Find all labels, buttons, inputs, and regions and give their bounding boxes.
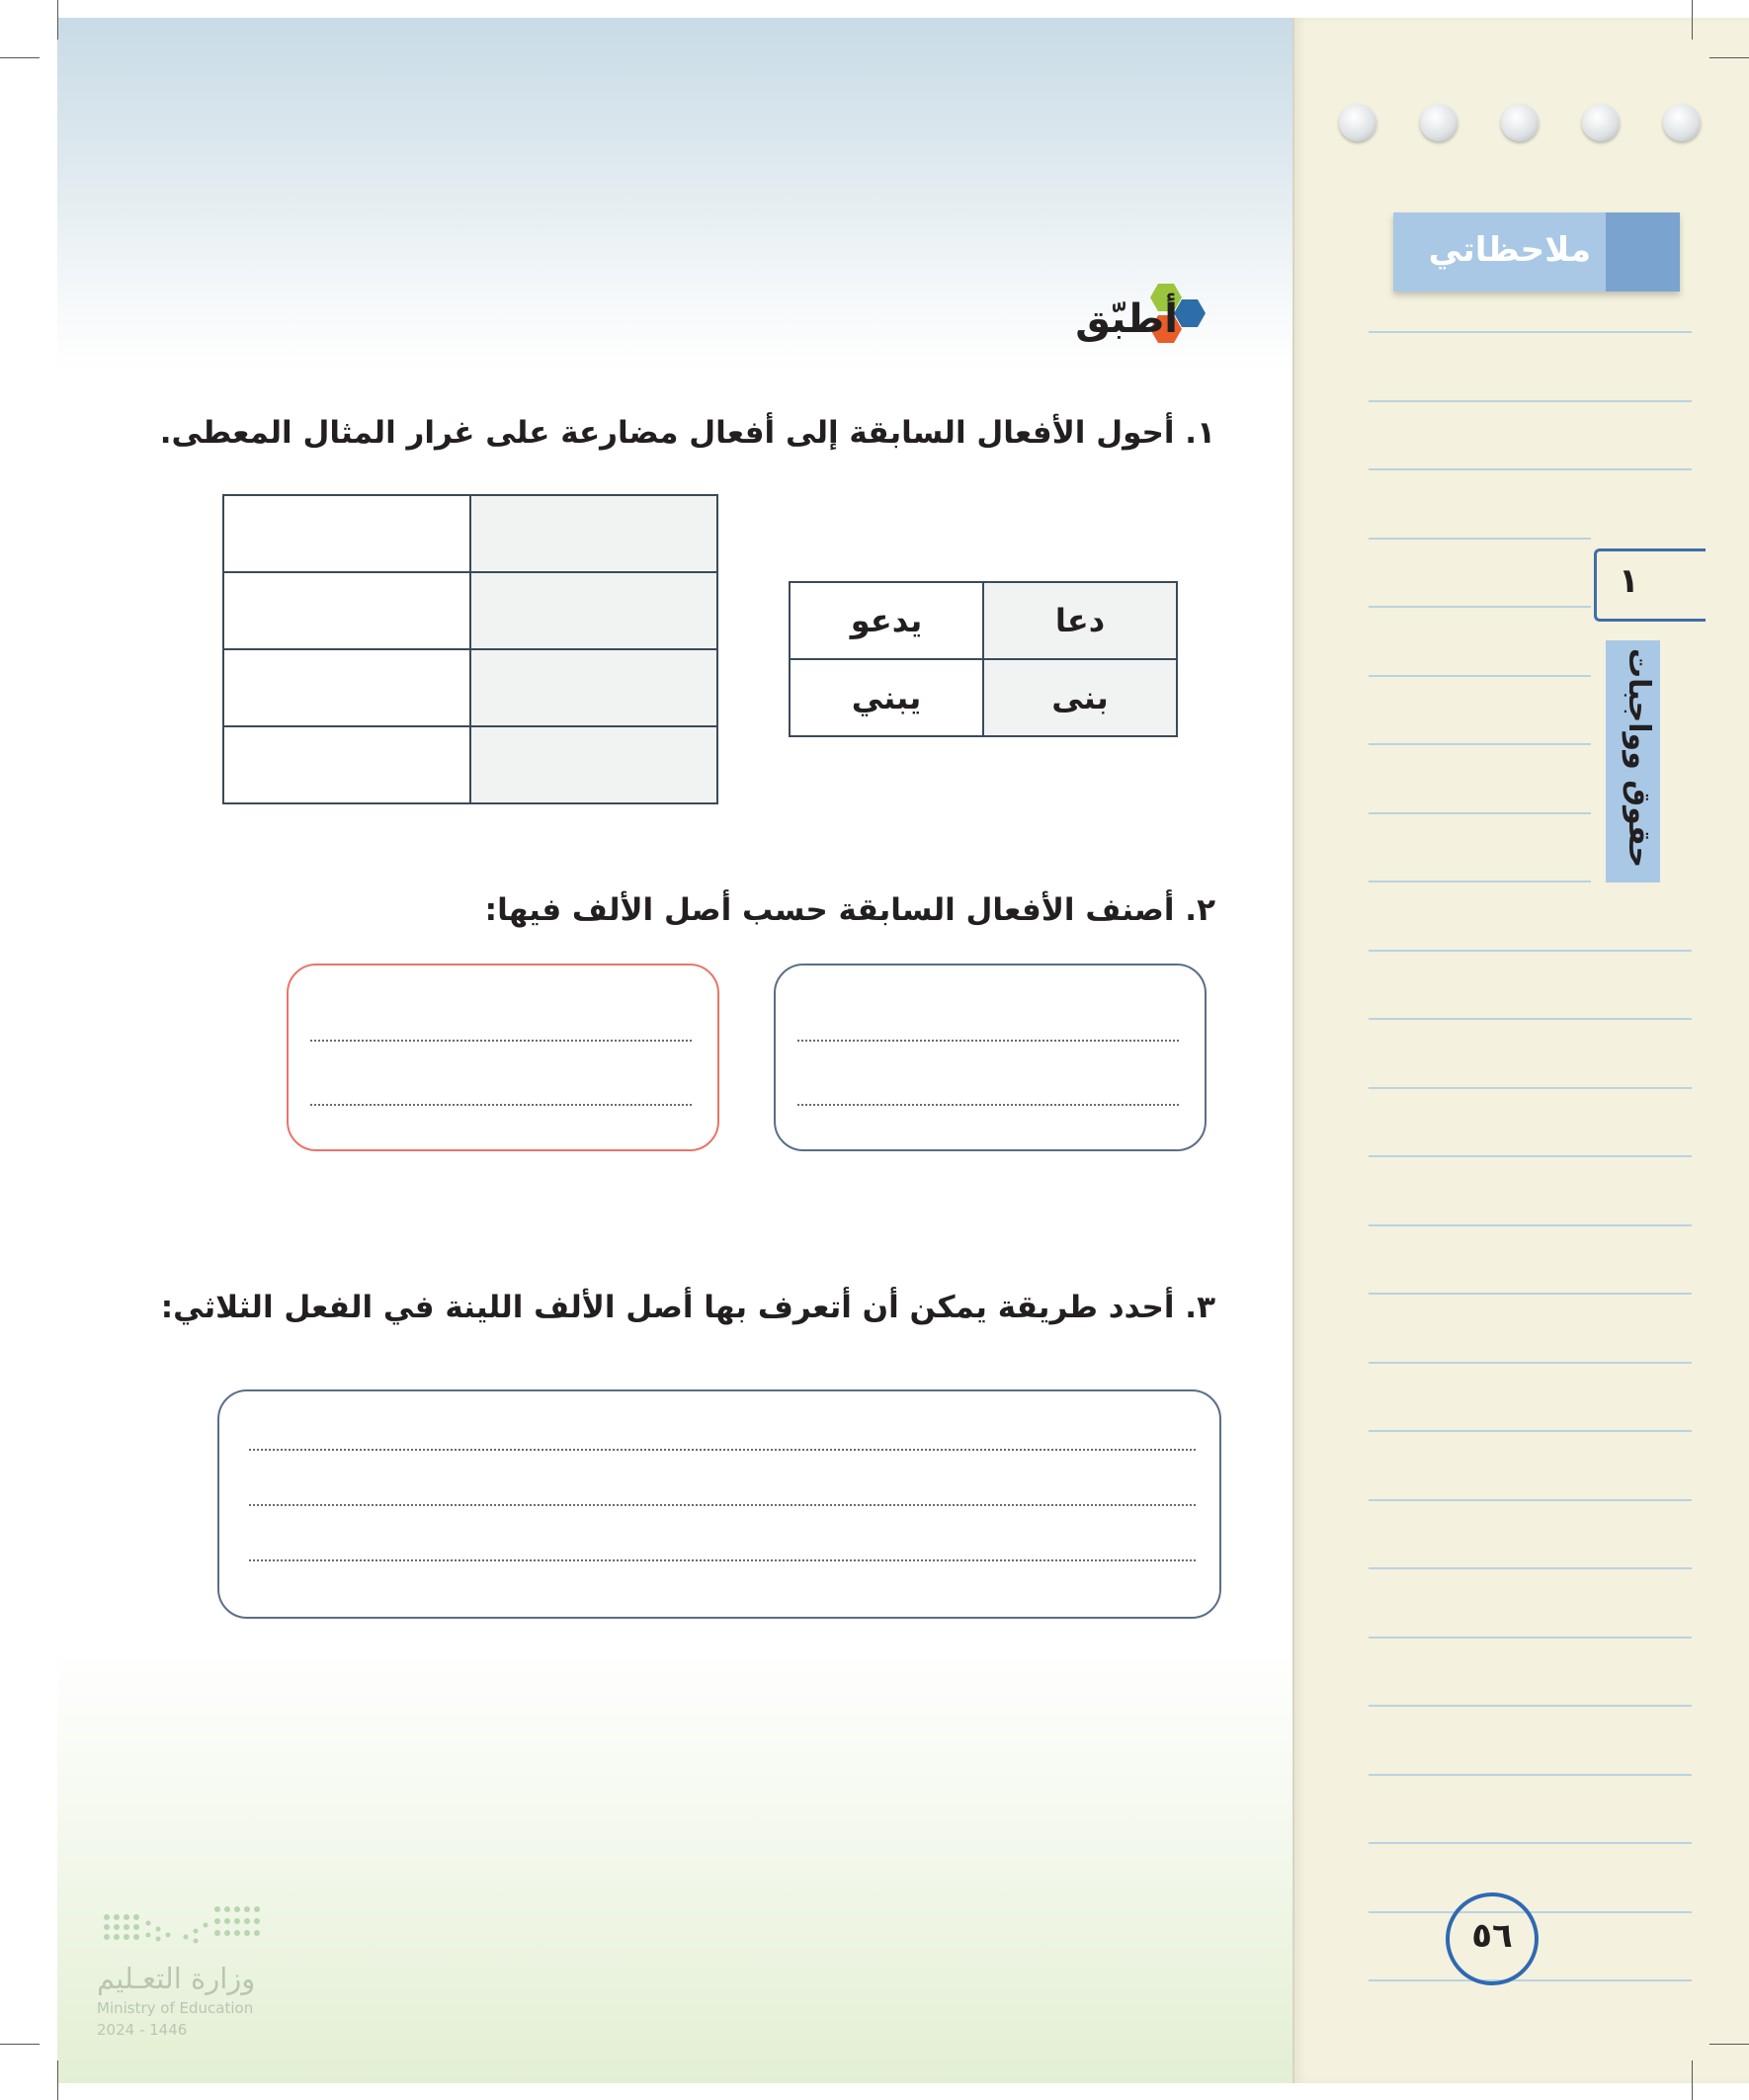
- dotted-line: [249, 1504, 1196, 1506]
- notes-title-banner: [1393, 212, 1680, 292]
- answer-box-left[interactable]: [287, 964, 719, 1151]
- answer-box-wide[interactable]: [217, 1389, 1221, 1619]
- notebook-rings: [1339, 104, 1714, 143]
- unit-number-box: [1594, 548, 1706, 622]
- note-line: [1369, 400, 1692, 402]
- answer-cell[interactable]: [223, 572, 470, 649]
- answer-cell[interactable]: [470, 649, 717, 726]
- ministry-name-arabic: وزارة التعـليم: [97, 1962, 256, 1995]
- note-line: [1369, 1637, 1692, 1638]
- note-line: [1369, 881, 1591, 882]
- example-table: [789, 581, 1178, 737]
- note-line: [1369, 1499, 1692, 1501]
- answer-cell[interactable]: [470, 726, 717, 803]
- answer-cell[interactable]: [223, 649, 470, 726]
- example-past: دعا: [983, 582, 1177, 659]
- unit-title-tab: [1606, 640, 1660, 882]
- answer-box-right[interactable]: [774, 964, 1207, 1151]
- unit-title: حقوق وواجبات: [1622, 648, 1656, 869]
- answer-cell[interactable]: [470, 572, 717, 649]
- crop-mark: [1709, 57, 1749, 58]
- answer-table: [222, 494, 718, 804]
- notes-title: ملاحظاتي: [1428, 230, 1591, 270]
- note-line: [1369, 1979, 1692, 1981]
- note-line: [1369, 1155, 1692, 1157]
- ring-icon: [1420, 104, 1458, 141]
- page-number: ٥٦: [1471, 1916, 1513, 1956]
- note-line: [1369, 538, 1591, 540]
- note-line: [1369, 1567, 1692, 1569]
- answer-cell[interactable]: [223, 495, 470, 572]
- dotted-line: [310, 1040, 692, 1042]
- note-line: [1369, 1362, 1692, 1364]
- example-row: [790, 582, 1177, 659]
- note-line: [1369, 812, 1591, 814]
- note-line: [1369, 331, 1692, 333]
- ring-icon: [1663, 104, 1701, 141]
- example-present: يدعو: [790, 582, 983, 659]
- dotted-line: [249, 1449, 1196, 1451]
- note-line: [1369, 743, 1591, 745]
- crop-mark: [0, 57, 40, 58]
- dotted-line: [797, 1040, 1179, 1042]
- example-past: بنى: [983, 659, 1177, 736]
- crop-mark: [0, 2044, 40, 2045]
- note-line: [1369, 950, 1692, 952]
- dotted-line: [797, 1104, 1179, 1106]
- crop-mark: [1709, 2044, 1749, 2045]
- ministry-emblem-icon: [97, 1897, 270, 1957]
- question-1: ١. أحول الأفعال السابقة إلى أفعال مضارعة على غرار المثال المعطى.: [159, 415, 1215, 451]
- ring-icon: [1582, 104, 1620, 141]
- answer-cell[interactable]: [470, 495, 717, 572]
- section-heading: أطبّق: [1075, 296, 1178, 342]
- dotted-line: [249, 1559, 1196, 1561]
- ministry-name-english: Ministry of Education: [97, 1999, 254, 2017]
- crop-mark: [1692, 2060, 1693, 2100]
- unit-number: ١: [1619, 561, 1639, 601]
- note-line: [1369, 468, 1692, 470]
- dotted-line: [310, 1104, 692, 1106]
- ring-icon: [1501, 104, 1539, 141]
- note-line: [1369, 1018, 1692, 1020]
- ring-icon: [1339, 104, 1376, 141]
- question-3: ٣. أحدد طريقة يمكن أن أتعرف بها أصل الألف اللينة في الفعل الثلاثي:: [160, 1290, 1215, 1325]
- question-2: ٢. أصنف الأفعال السابقة حسب أصل الألف فيها:: [484, 892, 1215, 928]
- note-line: [1369, 1705, 1692, 1707]
- note-line: [1369, 1224, 1692, 1226]
- crop-mark: [1692, 0, 1693, 40]
- answer-cell[interactable]: [223, 726, 470, 803]
- note-line: [1369, 1430, 1692, 1432]
- note-line: [1369, 1293, 1692, 1295]
- example-row: [790, 659, 1177, 736]
- note-line: [1369, 675, 1591, 677]
- note-line: [1369, 1774, 1692, 1776]
- page-number-circle: [1446, 1892, 1539, 1985]
- ministry-logo: [97, 1897, 294, 2039]
- crop-mark: [57, 2060, 58, 2100]
- note-line: [1369, 1087, 1692, 1089]
- example-present: يبني: [790, 659, 983, 736]
- note-line: [1369, 1842, 1692, 1844]
- ministry-year: 2024 - 1446: [97, 2021, 188, 2039]
- crop-mark: [57, 0, 58, 40]
- note-line: [1369, 606, 1591, 608]
